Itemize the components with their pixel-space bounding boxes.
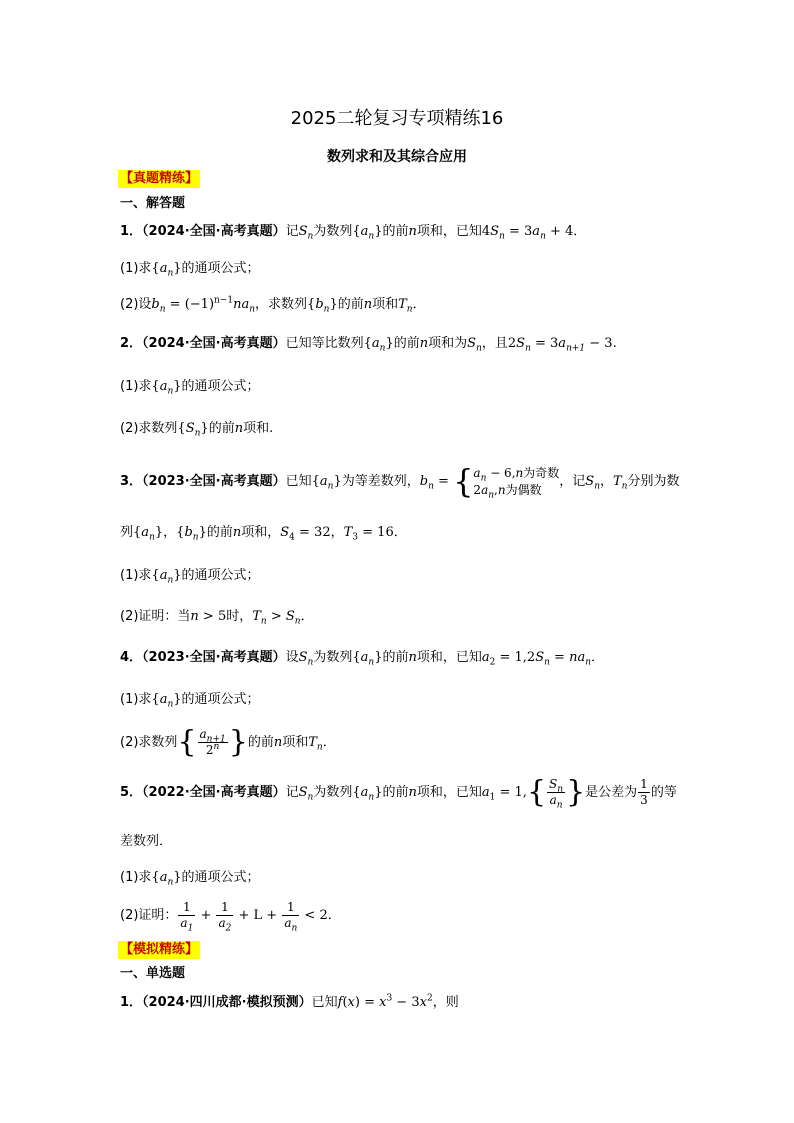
question-3-part-1: (1)求$\{a_n\}$的通项公式； [120,568,260,586]
real-exam-tag: 【真题精练】 [120,171,199,186]
question-3-part-2: (2)证明：当n > 5时，$T_n > S_n$． [120,609,314,627]
question-5-line-2: 差数列． [120,834,173,849]
question-2: 2．（2024·全国·高考真题）已知等比数列$\{a_n\}$的前n项和为$S_n$，且$2S_n = 3a_{n+1} - 3$. [120,336,617,354]
question-1: 1．（2024·全国·高考真题）记$S_n$为数列$\{a_n\}$的前n项和，已知$4S_n = 3a_n + 4$． [120,224,587,242]
question-1-part-2: (2)设$b_n = (-1)^{n-1}na_n$，求数列$\{b_n\}$的前n项和$T_n$． [120,295,426,315]
question-3: 3．（2023·全国·高考真题）已知$\{a_n\}$为等差数列，$b_n$ = { $a_n - 6,n$为奇数 $2a_n,n$为偶数 ，记$S_n$，$T_n$分别为数 [120,462,680,501]
section-heading-answer: 一、解答题 [120,196,186,211]
question-4-part-1: (1)求$\{a_n\}$的通项公式； [120,692,260,710]
question-5-part-2: (2)证明： $\frac{1}{a_1}$ + $\frac{1}{a_2}$ + L + $\frac{1}{a_n}$ < 2． [120,900,341,934]
question-2-part-2: (2)求数列$\{S_n\}$的前n项和. [120,421,274,439]
section-heading-single-choice: 一、单选题 [120,966,186,981]
mock-question-1: 1．（2024·四川成都·模拟预测）已知$f(x) = x^3 - 3x^2$，则 [120,993,459,1010]
question-2-part-1: (1)求$\{a_n\}$的通项公式； [120,379,260,397]
question-3-line-2: 列$\{a_n\}$，$\{b_n\}$的前n项和，$S_4 = 32$，$T_3 = 16$． [120,525,407,543]
question-5-part-1: (1)求$\{a_n\}$的通项公式； [120,870,260,888]
document-title: 2025二轮复习专项精练16 [290,108,504,129]
question-1-part-1: (1)求$\{a_n\}$的通项公式； [120,261,260,279]
mock-exam-tag: 【模拟精练】 [120,942,199,957]
document-subtitle: 数列求和及其综合应用 [327,149,467,165]
question-4-part-2: (2)求数列{ $\frac{a_{n+1}}{2^n}$ }的前n项和$T_n$． [120,724,336,760]
question-4: 4．（2023·全国·高考真题）设$S_n$为数列$\{a_n\}$的前n项和，已知$a_2 = 1,2S_n = na_n$． [120,650,605,668]
question-5: 5．（2022·全国·高考真题）记$S_n$为数列$\{a_n\}$的前n项和，已知$a_1 = 1$,{ $\frac{S_n}{a_n}$ }是公差为 $\frac{1}{3}$ 的等 [120,774,677,811]
